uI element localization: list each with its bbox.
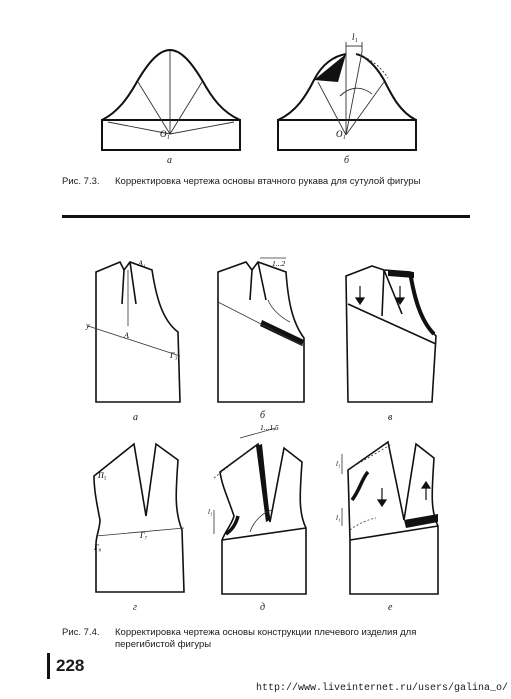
label-l1: l₁	[352, 32, 358, 42]
label-p5: П₅	[98, 471, 107, 480]
panel-label-c2: в	[388, 412, 393, 423]
label-l1-d: l₁	[208, 508, 213, 516]
label-l1-e: l₁	[336, 460, 341, 468]
figure-7-4-drawing	[0, 230, 511, 620]
label-o1-a: O₁	[160, 129, 170, 139]
label-l2-e: l₁	[336, 514, 341, 522]
label-y: у	[86, 321, 90, 330]
panel-label-a2: а	[133, 412, 138, 423]
page-number: 228	[56, 656, 85, 675]
panel-label-b2: б	[260, 410, 266, 421]
label-dim-d: 1...1,5	[260, 423, 279, 432]
bodice-drawing-d	[94, 444, 184, 592]
figure-7-3-drawing	[0, 0, 511, 200]
caption-fig-7-3	[62, 176, 492, 188]
caption-label: Рис. 7.4.	[62, 627, 100, 638]
label-g3: Г₃	[170, 351, 178, 360]
caption-label: Рис. 7.3.	[62, 176, 100, 187]
bodice-drawing-a	[96, 262, 180, 402]
panel-label-d2: г	[133, 602, 137, 613]
page-number-bar	[47, 653, 50, 679]
panel-label-e2: д	[260, 602, 266, 613]
bodice-drawing-b	[218, 262, 304, 402]
caption-text-line2: перегибистой фигуры	[115, 639, 212, 650]
section-divider	[62, 215, 470, 218]
label-o1-b: O₁	[336, 129, 346, 139]
label-a: A	[124, 331, 129, 340]
panel-label-b: б	[344, 155, 350, 166]
sleeve-drawing-b	[278, 54, 416, 150]
caption-text-line1: Корректировка чертежа основы конструкции плечевого изделия для	[115, 627, 417, 638]
label-dim-b: 1...2	[272, 259, 286, 268]
label-a1: A₁	[138, 259, 146, 268]
label-g7: Г₇	[140, 531, 148, 540]
panel-label-f2: е	[388, 602, 393, 613]
watermark-url: http://www.liveinternet.ru/users/galina_o/	[256, 683, 509, 694]
panel-label-a: а	[167, 155, 172, 166]
label-g8: Г₈	[94, 543, 102, 552]
sleeve-drawing-a	[102, 50, 240, 150]
caption-fig-7-4	[62, 627, 482, 651]
caption-text: Корректировка чертежа основы втачного рукава для сутулой фигуры	[115, 176, 421, 187]
